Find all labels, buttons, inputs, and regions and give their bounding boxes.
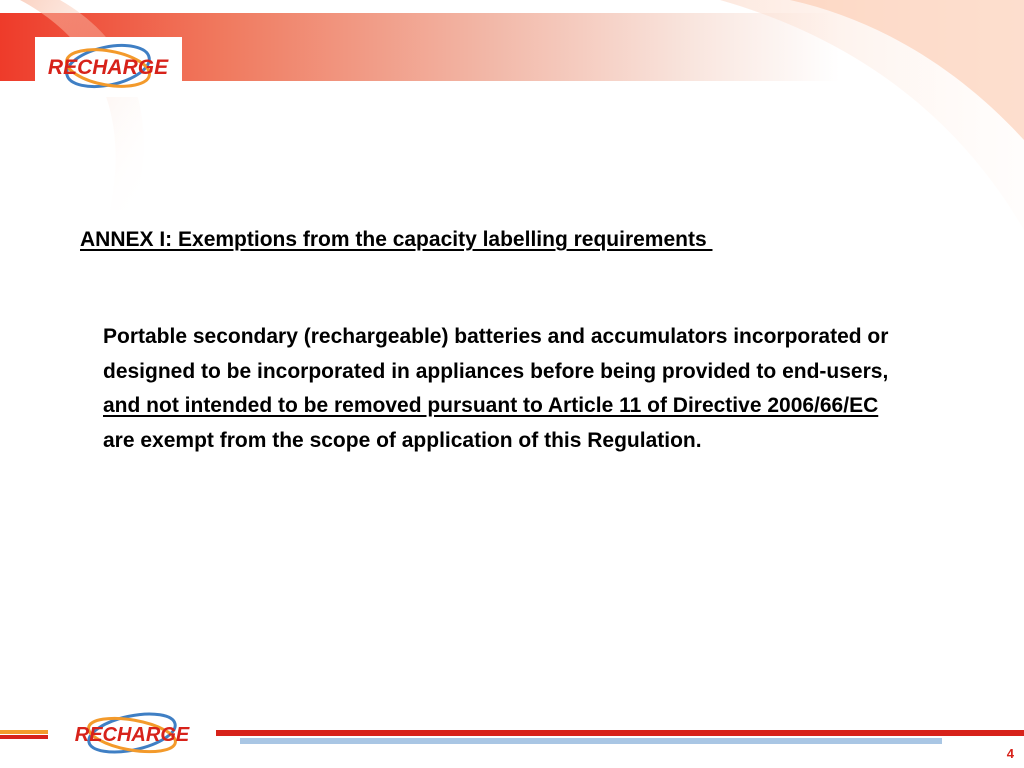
footer-recharge-logo xyxy=(48,708,216,760)
page-number: 4 xyxy=(1006,746,1014,761)
body-text-underlined: and not intended to be removed pursuant to Article 11 of Directive 2006/66/EC xyxy=(103,394,879,417)
footer-logo-text: RECHARGE xyxy=(74,724,190,746)
logo-text: RECHARGE xyxy=(47,56,169,79)
slide-heading: ANNEX I: Exemptions from the capacity labelling requirements xyxy=(80,228,713,251)
recharge-logo-icon xyxy=(35,37,182,97)
body-text-part2: are exempt from the scope of application of this Regulation. xyxy=(103,428,702,452)
body-text-part1: Portable secondary (rechargeable) batteries and accumulators incorporated or designed to be incorporated in appliances before being provided to end-users, xyxy=(103,325,889,383)
slide-body-paragraph xyxy=(103,320,903,458)
footer-logo-icon xyxy=(48,708,216,760)
recharge-logo xyxy=(35,37,182,97)
